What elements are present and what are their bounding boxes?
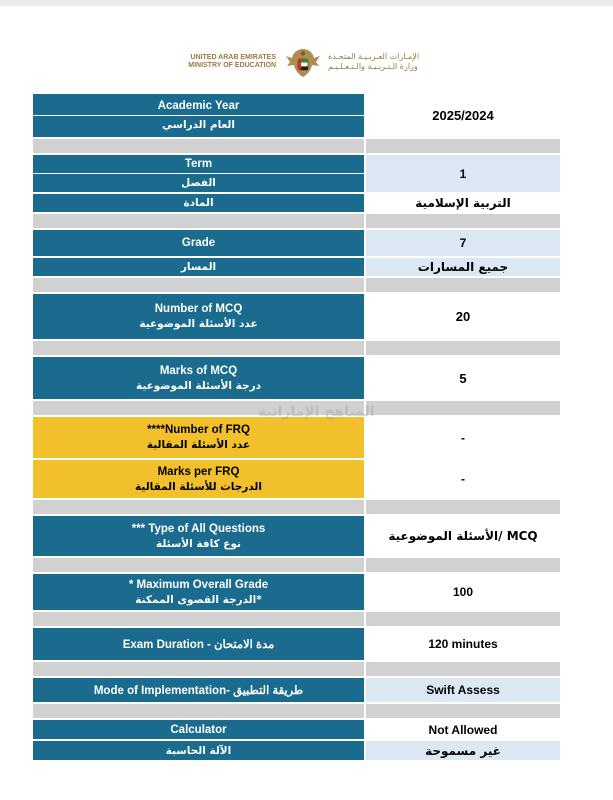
ministry-name-ar (328, 52, 458, 72)
calculator-value-ar-text: غير مسموحة (425, 743, 501, 758)
watermark-text: المناهج الإماراتية (258, 404, 375, 420)
ministry-name-ar-line2: وزارة الـتـربـيـة والـتـعـلـيـم (328, 62, 418, 71)
grade-label-en: Grade (181, 237, 216, 249)
ministry-name-ar-line1: الإمـارات العـربـيـة المتحـدة (328, 52, 420, 61)
max-grade-value: 100 (365, 573, 561, 611)
track-value-text: جميع المسارات (417, 260, 509, 274)
max-grade-label (32, 573, 365, 611)
academic-year-label-ar: العام الدراسي (33, 115, 364, 131)
frq-marks-label-ar: الدرجات للأسئلة المقالية (135, 480, 262, 493)
row-mcq-marks (32, 356, 561, 400)
mcq-count-value: 20 (365, 293, 561, 340)
max-grade-label-en: * Maximum Overall Grade (128, 578, 269, 591)
term-value: 1 (365, 154, 561, 193)
row-subject (32, 193, 561, 213)
term-label-en: Term (184, 158, 213, 170)
calculator-label-en: Calculator (170, 723, 227, 736)
row-question-type (32, 515, 561, 557)
row-grade (32, 229, 561, 257)
mcq-marks-value: 5 (365, 356, 561, 400)
ministry-name-en-line2: MINISTRY OF EDUCATION (188, 62, 276, 69)
frq-count-label (32, 416, 365, 459)
ministry-name-en (150, 54, 276, 70)
question-type-label-ar: نوع كافة الأسئلة (156, 537, 241, 550)
frq-count-label-en: ****Number of FRQ (147, 424, 250, 436)
grade-label (32, 229, 365, 257)
frq-count-label-ar: عدد الأسئلة المقالية (146, 439, 251, 451)
row-academic-year (32, 93, 561, 138)
separator-row (32, 277, 561, 293)
exam-duration-value: 120 minutes (365, 627, 561, 661)
question-type-label-en: *** Type of All Questions (131, 522, 266, 535)
mcq-marks-label (32, 356, 365, 400)
subject-label (32, 193, 365, 213)
row-max-grade (32, 573, 561, 611)
mode-value: Swift Assess (365, 677, 561, 703)
mcq-marks-label-en: Marks of MCQ (159, 364, 238, 377)
max-grade-label-ar: *الدرجة القصوى الممكنة (135, 593, 262, 606)
ministry-logo (0, 44, 613, 80)
separator-row (32, 213, 561, 229)
mode-label (32, 677, 365, 703)
separator-row (32, 499, 561, 515)
subject-label-ar: المادة (183, 197, 214, 209)
track-label (32, 257, 365, 277)
academic-year-value: 2025/2024 (365, 93, 561, 138)
calculator-value-ar (365, 740, 561, 761)
row-track (32, 257, 561, 277)
track-label-ar: المسار (180, 261, 217, 273)
row-calculator-ar (32, 740, 561, 761)
question-type-value (365, 515, 561, 557)
calculator-label-ar: الآلة الحاسبة (165, 744, 232, 757)
separator-row (32, 703, 561, 719)
track-value (365, 257, 561, 277)
calculator-value-en: Not Allowed (365, 719, 561, 740)
exam-spec-table (32, 93, 561, 761)
term-label (32, 154, 365, 193)
separator-row (32, 661, 561, 677)
question-type-value-text: MCQ /الأسئلة الموضوعية (388, 529, 538, 543)
frq-marks-label (32, 459, 365, 499)
question-type-label (32, 515, 365, 557)
mcq-count-label-en: Number of MCQ (154, 303, 243, 315)
ministry-name-en-line1: UNITED ARAB EMIRATES (190, 54, 276, 61)
mcq-count-label (32, 293, 365, 340)
row-frq-marks (32, 459, 561, 499)
mcq-marks-label-ar: درجة الأسئلة الموضوعية (135, 379, 262, 392)
row-exam-duration (32, 627, 561, 661)
academic-year-label-en: Academic Year (157, 100, 240, 112)
separator-row (32, 557, 561, 573)
separator-row (32, 340, 561, 356)
row-term (32, 154, 561, 193)
frq-marks-label-en: Marks per FRQ (157, 465, 240, 478)
separator-row (32, 138, 561, 154)
row-mode (32, 677, 561, 703)
row-mcq-count (32, 293, 561, 340)
exam-duration-label (32, 627, 365, 661)
subject-value (365, 193, 561, 213)
row-calculator (32, 719, 561, 740)
calculator-label-ar-cell (32, 740, 365, 761)
separator-row (32, 611, 561, 627)
top-strip (0, 0, 613, 6)
academic-year-label (32, 93, 365, 138)
grade-value: 7 (365, 229, 561, 257)
term-label-ar: الفصل (33, 173, 364, 189)
exam-duration-label-text: Exam Duration - مدة الامتحان (122, 639, 275, 651)
uae-emblem-icon (283, 46, 323, 80)
mode-label-text: Mode of Implementation- طريقة التطبيق (93, 685, 304, 697)
subject-value-text: التربية الإسلامية (415, 196, 511, 210)
row-frq-count (32, 416, 561, 459)
mcq-count-label-ar: عدد الأسئلة الموضوعية (139, 318, 258, 330)
frq-count-value: - (365, 416, 561, 459)
frq-marks-value: - (365, 459, 561, 499)
calculator-label (32, 719, 365, 740)
